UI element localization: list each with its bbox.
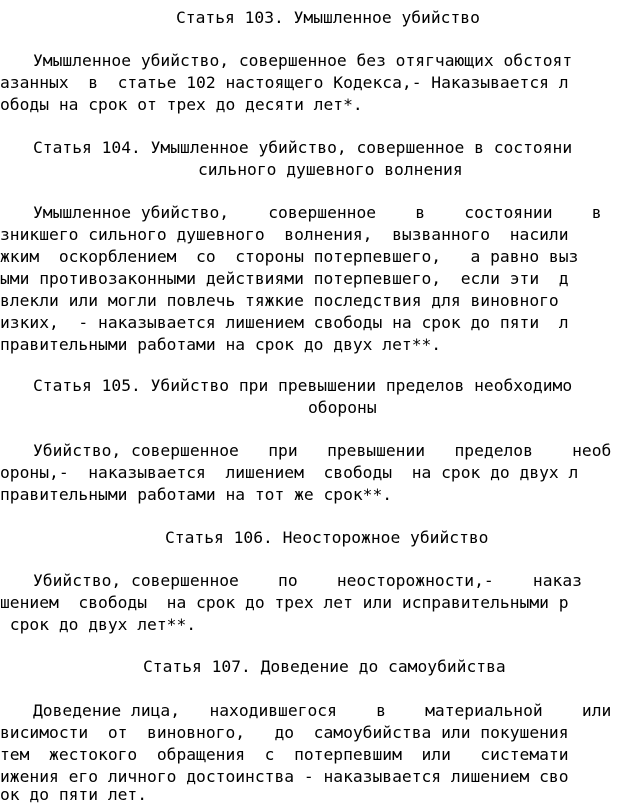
article-107-text-line: Доведение лица, находившегося в материальной или <box>33 701 612 720</box>
article-107-text-line: висимости от виновного, до самоубийства или покушения <box>0 723 579 742</box>
article-104-text-line: ыми противозаконными действиями потерпевшего, если эти д <box>0 269 569 288</box>
article-105-text-line: ороны,- наказывается лишением свободы на срок до двух л <box>0 463 579 482</box>
article-103-text-line: Умышленное убийство, совершенное без отягчающих обстоят <box>33 51 573 70</box>
article-107-text-line: ижения его личного достоинства - наказывается лишением сво <box>0 767 569 786</box>
article-103-text-line: ободы на срок от трех до десяти лет*. <box>0 95 363 114</box>
article-104-text-line: изких, - наказывается лишением свободы на срок до пяти л <box>0 313 569 332</box>
article-104-title: Статья 104. Умышленное убийство, совершенное в состояни <box>33 138 573 157</box>
article-104-text-line: жким оскорблением со стороны потерпевшего, а равно выз <box>0 247 579 266</box>
article-104-text-line: влекли или могли повлечь тяжкие последствия для виновного <box>0 291 569 310</box>
article-106-text-line: срок до двух лет**. <box>0 615 197 634</box>
article-103-text-line: азанных в статье 102 настоящего Кодекса,- Наказывается л <box>0 73 569 92</box>
article-104-text-line: правительными работами на срок до двух лет**. <box>0 335 442 354</box>
article-107-title: Статья 107. Доведение до самоубийства <box>143 657 506 676</box>
article-105-title-continuation: обороны <box>308 398 377 417</box>
article-107-text-line: тем жестокого обращения с потерпевшим или системати <box>0 745 569 764</box>
article-103-title: Статья 103. Умышленное убийство <box>176 8 480 27</box>
article-105-text-line: правительными работами на тот же срок**. <box>0 485 393 504</box>
article-104-text-line: зникшего сильного душевного волнения, вызванного насили <box>0 225 569 244</box>
article-104-title-continuation: сильного душевного волнения <box>198 160 463 179</box>
article-107-text-line: ок до пяти лет. <box>0 785 148 804</box>
article-104-text-line: Умышленное убийство, совершенное в состоянии в <box>33 203 602 222</box>
article-106-text-line: Убийство, совершенное по неосторожности,- наказ <box>33 571 582 590</box>
article-105-title: Статья 105. Убийство при превышении пределов необходимо <box>33 376 573 395</box>
article-106-title: Статья 106. Неосторожное убийство <box>165 528 489 547</box>
article-105-text-line: Убийство, совершенное при превышении пределов необ <box>33 441 612 460</box>
article-106-text-line: шением свободы на срок до трех лет или исправительными р <box>0 593 569 612</box>
